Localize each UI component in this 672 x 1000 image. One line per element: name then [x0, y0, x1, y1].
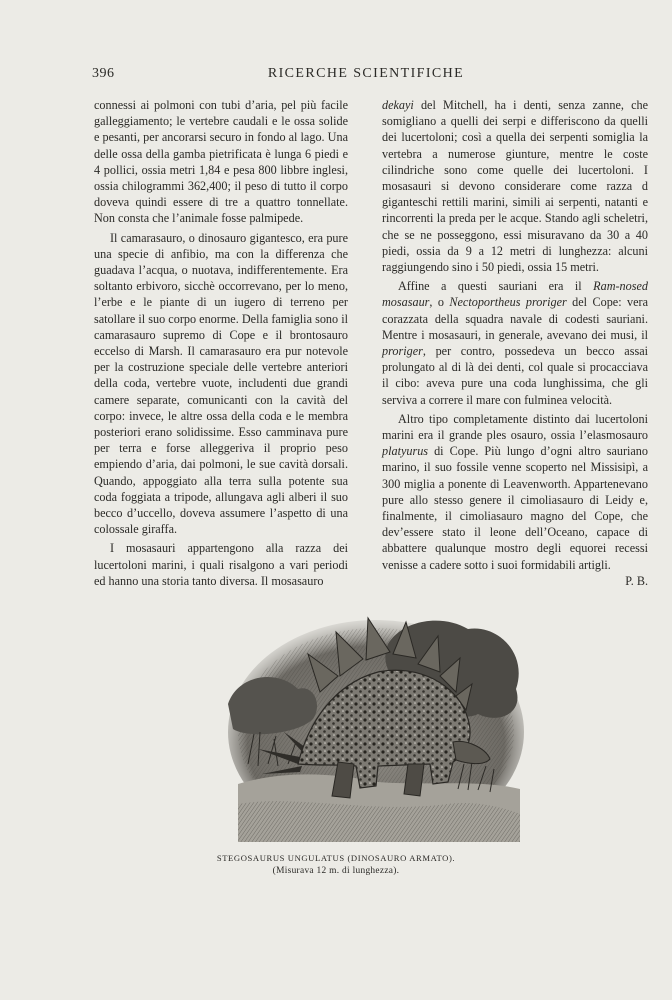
author-signature: P. B.	[625, 573, 648, 588]
paragraph	[382, 411, 648, 588]
paragraph-text: Affine a questi sauriani era il	[398, 279, 594, 294]
paragraph: Il camarasauro, o dinosauro gigantesco, era pure una specie di anfibio, ma con la differenza che guadava l’acqua, o nuotava, indifferentemente. Era soltanto erbivoro, sicchè occorrevano, per lo meno, l’erbe e le piante di un iugero di terreno per satollare il suo corpo enorme. Della famiglia sono il camarasauro supremo di Cope e il brontosauro eccelso di Marsh. Il camarasauro era pur notevole per la costruzione speciale delle vertebre anteriori della coda, vertebre vuote, includenti due grandi camere separate, comunicanti con la cavità del corpo: invece, le altre ossa della coda e le membra posteriori erano solidissime. Esso camminava pure per terra e forse alleggeriva il proprio peso empiendo d’aria, dai polmoni, le sue cavità dorsali. Quando, appoggiato alla terra sulla potente sua coda foggiata a tripode, allungava agli alberi il suo becco d’uccello, doveva assumere l’aspetto di una colossale giraffa.	[94, 230, 348, 537]
page-number: 396	[92, 66, 115, 81]
caption-title: STEGOSAURUS UNGULATUS (DINOSAURO ARMATO).	[216, 853, 456, 863]
right-column	[382, 97, 648, 589]
paragraph: connessi ai polmoni con tubi d’aria, pel più facile galleggiamento; le vertebre caudali e le ossa solide e pesanti, per ancorarsi securo in fondo al lago. Una delle ossa della gamba pietrificata è lunga 6 piedi e 4 pollici, ossia metri 1,84 e pesa 800 libbre inglesi, ossia chilogrammi 362,400; il peso di tutto il corpo doveva quindi essere di tre a quattro tonnellate. Non consta che l’animale fosse palmipede.	[94, 98, 348, 226]
paragraph-text: del Mitchell, ha i denti, senza zanne, che somigliano a quelli dei serpi e differiscono da quelli dei lucertoloni; così a quella dei serpenti somiglia la vertebra a numerose giunture, mentre le coste cilindriche sono come quelle dei lucertoloni. I mosasauri si devono considerare come razza d giganteschi rettili marini, simili ai serpenti, natanti e rincorrenti la preda per le acque. Standο agli scheletri, che se ne posseggono, essi misuravano da 30 a 40 piedi, ossia da 9 a 12 metri di lunghezza: alcuni raggiungendo sino i 50 piedi, ossia 15 metri.	[382, 98, 648, 275]
italic-term: Ram-nosed mosasaur	[382, 279, 648, 310]
caption-subtitle: (Misurava 12 m. di lunghezza).	[272, 866, 400, 876]
left-column	[94, 97, 348, 589]
paragraph-text: Altro tipo completamente distinto dai lucertoloni marini era il grande ples osauro, ossia l’elasmosauro	[382, 411, 648, 443]
paragraph: I mosasauri appartengono alla razza dei lucertoloni marini, i quali risalgono a vari periodi ed hanno una storia tanto diversa. Il mosasauro	[94, 541, 348, 588]
italic-term: dekayi	[382, 98, 414, 112]
paragraph	[382, 278, 648, 408]
paragraph-text: di Cope. Più lungo d’ogni altro sauriano marino, il suo fossile venne scoperto nel Missisipì, a 300 miglia a ponente di Leavenworth. Appartenevano pure allo stesso genere il cimoliasauro di Leidy e, finalmente, il cimoliasauro magno del Cope, che dev’essere stato il leone dell’Oceano, capace di abbattere qualunque mostro degli equorei recessi venisse a cadere sotto i suoi formidabili artigli.	[382, 444, 648, 572]
italic-term: platyurus	[382, 444, 429, 459]
italic-term: proriger	[382, 344, 423, 359]
paragraph-text: del Cope: vera corazzata della squadra navale di codesti sauriani. Mentre i mosasauri, in generale, avevano dei musi, il	[382, 295, 648, 342]
paragraph	[382, 97, 648, 275]
paragraph-text: , per contro, possedeva un becco assai prolungato al di là dei denti, col quale si procacciava il cibo: aveva pure una coda lunghissima, che gli serviva a correre il mare con fulminea velocità.	[382, 344, 648, 407]
stegosaurus-illustration	[228, 614, 524, 842]
paragraph-text: , o	[429, 295, 450, 310]
italic-term: Nectoportheus proriger	[449, 295, 567, 310]
figure-caption	[0, 852, 672, 878]
running-title: RICERCHE SCIENTIFICHE	[267, 66, 465, 81]
